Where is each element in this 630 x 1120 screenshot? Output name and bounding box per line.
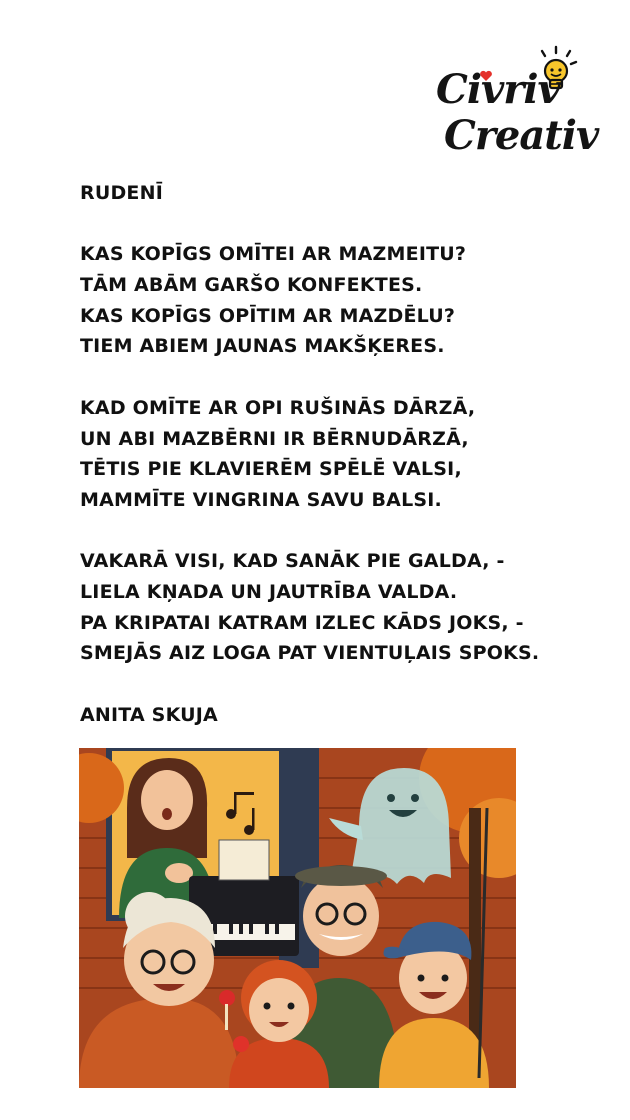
stanza-1 xyxy=(80,239,610,362)
poem-line: UN ABI MAZBĒRNI IR BĒRNUDĀRZĀ, xyxy=(80,427,469,450)
poem-line: TĒTIS PIE KLAVIERĒM SPĒLĒ VALSI, xyxy=(80,458,462,481)
poem-title: RUDENĪ xyxy=(80,182,163,204)
poem-line: LIELA KŅADA UN JAUTRĪBA VALDA. xyxy=(80,580,458,603)
poem-line: MAMMĪTE VINGRINA SAVU BALSI. xyxy=(80,488,442,511)
poem-line: PA KRIPATAI KATRAM IZLEC KĀDS JOKS, - xyxy=(80,611,524,634)
poem-line: KAS KOPĪGS OMĪTEI AR MAZMEITU? xyxy=(80,243,467,266)
logo-line-2: Creativ xyxy=(444,112,599,159)
logo-line-1: Civriv xyxy=(436,66,560,113)
poem-line: TIEM ABIEM JAUNAS MAKŠĶERES. xyxy=(80,335,445,358)
stanza-2 xyxy=(80,393,610,516)
civriv-creativ-logo xyxy=(432,44,599,174)
poem-line: KAS KOPĪGS OPĪTIM AR MAZDĒLU? xyxy=(80,304,456,327)
poem-line: KAD OMĪTE AR OPI RUŠINĀS DĀRZĀ, xyxy=(80,396,476,419)
poem-line: SMEJĀS AIZ LOGA PAT VIENTUĻAIS SPOKS. xyxy=(80,642,540,665)
poem-author: ANITA SKUJA xyxy=(80,703,218,726)
family-illustration xyxy=(79,748,516,1088)
stanza-3 xyxy=(80,546,610,669)
poem-line: TĀM ABĀM GARŠO KONFEKTES. xyxy=(80,274,423,297)
poem-line: VAKARĀ VISI, KAD SANĀK PIE GALDA, - xyxy=(80,550,505,573)
poem xyxy=(80,178,610,730)
